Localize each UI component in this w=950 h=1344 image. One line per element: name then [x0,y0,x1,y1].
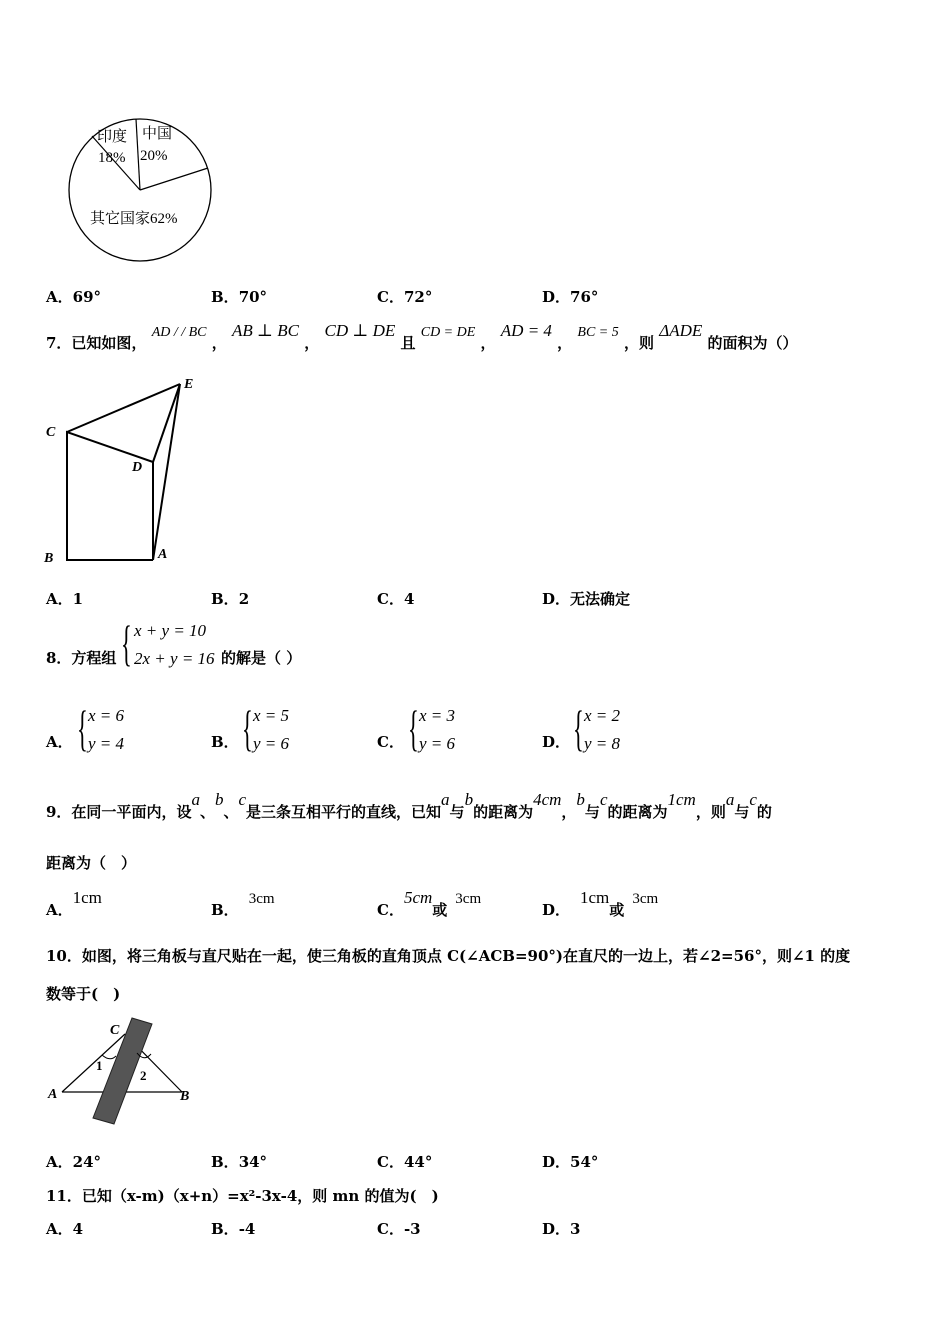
q8-option-c-brace: { [408,700,419,756]
q7-cond-ad-parallel-bc: AD / / BC [151,325,207,340]
q10-option-d[interactable]: D．54° [542,1153,599,1171]
q9-option-c[interactable]: C．5cm或3cm [377,888,482,919]
q7-cond-ab-perp-bc: AB ⊥ BC [232,321,299,340]
pie-chart-figure [60,110,220,280]
q7-quad-outline [67,432,153,560]
pie-label-india: 印度 [97,129,128,145]
pie-label-india-pct: 18% [98,150,126,166]
q7-label-d: D [132,460,143,475]
q8-option-d-line2: y = 8 [584,734,621,753]
q7-geometry-figure [40,372,210,572]
q11-option-b[interactable]: B．-4 [211,1220,256,1238]
q7-option-c[interactable]: C．4 [377,590,415,608]
pie-label-china-pct: 20% [140,148,168,164]
q9-stem-line1: 9．在同一平面内，设a、b、c是三条互相平行的直线，已知a与b的距离为4cm，b与c的距离为1cm，则a与c的 [46,790,772,821]
q8-option-b-line2: y = 6 [253,734,290,753]
q7-line-de [153,384,180,462]
q7-label-e: E [184,377,194,392]
q7-cond-cd-eq-de: CD = DE [420,325,476,340]
q8-option-a-line1: x = 6 [88,706,125,725]
q6-option-d[interactable]: D．76° [542,288,599,306]
q8-option-a-line2: y = 4 [88,734,125,753]
q8-option-b-brace: { [242,700,253,756]
q10-label-1: 1 [96,1058,103,1073]
q8-option-c-letter[interactable]: C． [377,733,404,751]
q8-equation-1: x + y = 10 [134,621,207,640]
q7-cond-cd-perp-de: CD ⊥ DE [324,321,396,340]
q7-cond-ad-4: AD = 4 [500,321,552,340]
q7-cond-bc-5: BC = 5 [577,325,619,340]
q9-stem-line2: 距离为（ ） [46,854,137,872]
q7-option-b[interactable]: B．2 [211,590,250,608]
q8-option-d-line1: x = 2 [584,706,621,725]
q11-option-c[interactable]: C．-3 [377,1220,421,1238]
q8-option-d-brace: { [573,700,584,756]
q8-number: 8．方程组 [46,649,117,667]
q7-line-ce [67,384,180,432]
q8-option-b-line1: x = 5 [253,706,290,725]
q10-label-a: A [48,1087,58,1102]
q7-label-a: A [158,547,168,562]
q7-stem: 7．已知如图， AD / / BC ， AB ⊥ BC ， CD ⊥ DE 且 CD = DE ， AD = 4 ， BC = 5 ，则 ΔADE 的面积为（） [46,321,798,352]
q7-option-a[interactable]: A．1 [46,590,84,608]
q8-tail: 的解是（ ） [221,649,302,667]
q7-triangle-ade: ΔADE [659,321,703,340]
q9-option-b[interactable]: B．3cm [211,891,275,919]
pie-label-china: 中国 [142,126,173,142]
q10-label-c: C [110,1023,120,1038]
q11-stem: 11．已知（x-m)（x+n）=x²-3x-4，则 mn 的值为( ) [46,1187,439,1205]
q8-option-a-brace: { [77,700,88,756]
q8-option-a-letter[interactable]: A． [46,733,73,751]
q7-label-b: B [44,551,54,566]
q10-stem-line1: 10．如图，将三角板与直尺贴在一起，使三角板的直角顶点 C(∠ACB=90°)在直尺的一边上，若∠2=56°，则∠1 的度 [46,947,851,965]
q10-label-b: B [180,1089,190,1104]
q10-stem-line2: 数等于( ) [46,985,121,1003]
q11-option-a[interactable]: A．4 [46,1220,84,1238]
q8-system-brace: { [121,615,132,671]
q10-option-a[interactable]: A．24° [46,1153,102,1171]
q10-option-c[interactable]: C．44° [377,1153,433,1171]
q7-line-ae [153,384,180,560]
q7-label-c: C [46,425,56,440]
q9-option-d[interactable]: D．1cm或3cm [542,888,659,919]
q10-triangle-ruler-figure [44,1012,204,1132]
q6-option-a[interactable]: A．69° [46,288,102,306]
q10-angle-1-arc [102,1055,116,1059]
q7-option-d[interactable]: D．无法确定 [542,590,631,608]
q6-option-b[interactable]: B．70° [211,288,268,306]
q11-option-d[interactable]: D．3 [542,1220,581,1238]
q8-option-c-line1: x = 3 [419,706,456,725]
q10-option-b[interactable]: B．34° [211,1153,268,1171]
q8-option-c-line2: y = 6 [419,734,456,753]
q9-option-a[interactable]: A．1cm [46,888,102,919]
pie-divider-other [140,168,208,190]
pie-label-other: 其它国家62% [90,211,178,227]
q8-option-d-letter[interactable]: D． [542,733,571,751]
q8-equation-2: 2x + y = 16 [134,649,215,668]
q8-option-b-letter[interactable]: B． [211,733,239,751]
q10-label-2: 2 [140,1068,147,1083]
q6-option-c[interactable]: C．72° [377,288,433,306]
